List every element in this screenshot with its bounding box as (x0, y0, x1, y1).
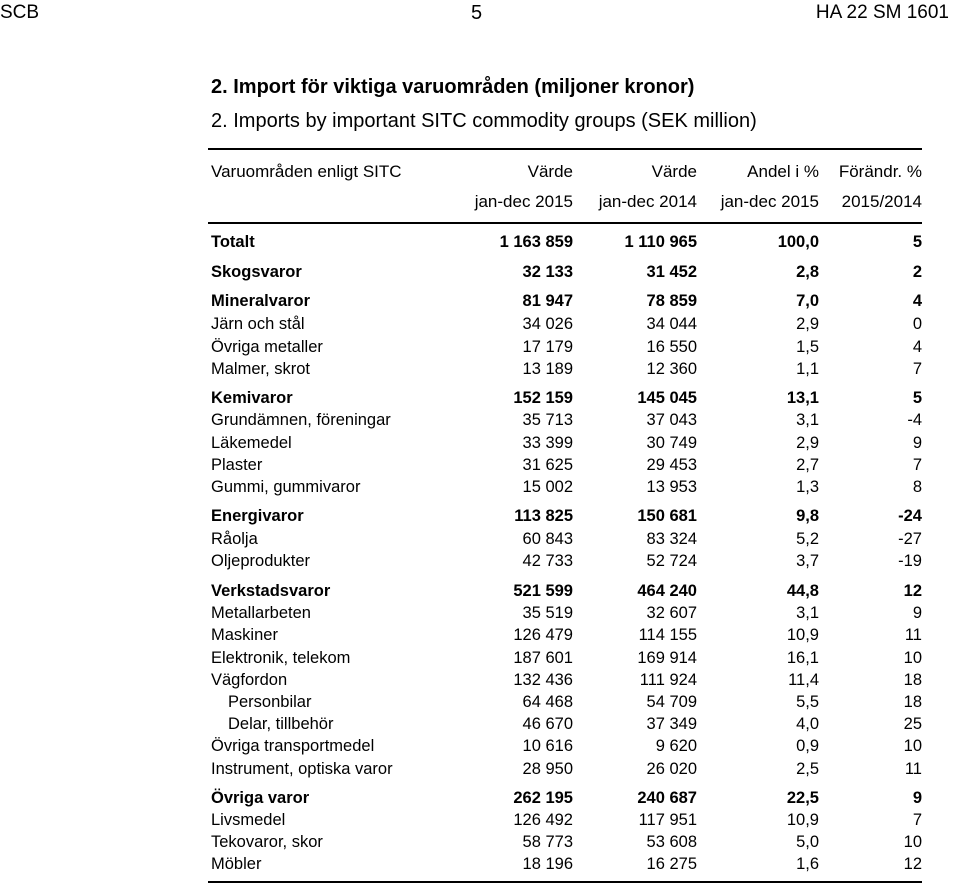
cell-change: 4 (912, 292, 922, 310)
table-row-group (0, 261, 960, 283)
column-header-value-2015: Värde (527, 162, 573, 181)
cell-value-2015: 15 002 (522, 478, 573, 496)
cell-share: 3,1 (796, 604, 819, 622)
row-label: Plaster (211, 456, 263, 474)
row-label: Livsmedel (211, 811, 286, 829)
cell-change: -4 (907, 411, 922, 429)
cell-value-2014: 464 240 (637, 582, 697, 600)
cell-value-2014: 16 550 (646, 338, 697, 356)
cell-value-2015: 28 950 (522, 760, 573, 778)
cell-share: 100,0 (777, 233, 819, 251)
cell-value-2014: 13 953 (646, 478, 697, 496)
cell-value-2015: 31 625 (522, 456, 573, 474)
table-row (0, 336, 960, 358)
table-bottom-rule (208, 881, 922, 883)
cell-value-2015: 81 947 (522, 292, 573, 310)
cell-value-2014: 150 681 (637, 507, 697, 525)
table-row (0, 528, 960, 550)
cell-change: 8 (912, 478, 922, 496)
cell-share: 1,5 (796, 338, 819, 356)
table-row-subitem (0, 713, 960, 735)
cell-value-2014: 240 687 (637, 789, 697, 807)
row-label: Instrument, optiska varor (211, 760, 393, 778)
table-row (0, 735, 960, 757)
cell-share: 1,3 (796, 478, 819, 496)
cell-change: 7 (912, 456, 922, 474)
cell-change: 10 (903, 833, 922, 851)
cell-share: 5,5 (796, 693, 819, 711)
row-label: Vägfordon (211, 671, 288, 689)
table-row-total (0, 231, 960, 253)
row-label: Elektronik, telekom (211, 649, 351, 667)
row-label: Råolja (211, 530, 258, 548)
cell-value-2014: 30 749 (646, 434, 697, 452)
table-row (0, 647, 960, 669)
table-row-group (0, 787, 960, 809)
cell-value-2014: 32 607 (646, 604, 697, 622)
page-number: 5 (471, 2, 483, 24)
cell-value-2014: 53 608 (646, 833, 697, 851)
column-header-label: Varuområden enligt SITC (211, 162, 402, 181)
table-row (0, 853, 960, 875)
table-row (0, 602, 960, 624)
table-row (0, 409, 960, 431)
cell-value-2014: 37 043 (646, 411, 697, 429)
row-label: Skogsvaror (211, 263, 302, 281)
cell-value-2015: 13 189 (522, 360, 573, 378)
cell-change: 25 (903, 715, 922, 733)
header-bottom-rule (208, 222, 922, 224)
table-row (0, 550, 960, 572)
cell-value-2015: 35 519 (522, 604, 573, 622)
cell-value-2015: 18 196 (522, 855, 573, 873)
cell-value-2014: 31 452 (646, 263, 697, 281)
cell-value-2015: 132 436 (513, 671, 573, 689)
table-row (0, 313, 960, 335)
cell-value-2015: 42 733 (522, 552, 573, 570)
table-row-group (0, 387, 960, 409)
cell-change: 5 (912, 233, 922, 251)
cell-value-2014: 114 155 (638, 626, 697, 644)
cell-value-2014: 34 044 (646, 315, 697, 333)
cell-share: 2,8 (796, 263, 819, 281)
cell-share: 0,9 (796, 737, 819, 755)
cell-change: 18 (903, 693, 922, 711)
cell-value-2015: 113 825 (514, 507, 573, 525)
cell-share: 10,9 (786, 626, 819, 644)
row-label: Delar, tillbehör (228, 715, 334, 733)
cell-change: -24 (898, 507, 922, 525)
cell-change: 9 (912, 434, 922, 452)
cell-change: 11 (904, 760, 922, 778)
table-row (0, 758, 960, 780)
cell-value-2015: 32 133 (522, 263, 573, 281)
cell-value-2014: 52 724 (646, 552, 697, 570)
cell-share: 3,7 (796, 552, 819, 570)
cell-change: 12 (903, 855, 922, 873)
cell-change: -27 (898, 530, 922, 548)
cell-share: 13,1 (786, 389, 819, 407)
column-subheader-value-2015: jan-dec 2015 (474, 192, 573, 211)
row-label: Verkstadsvaror (211, 582, 331, 600)
row-label: Tekovaror, skor (211, 833, 323, 851)
header-org: SCB (0, 2, 40, 23)
table-row-group (0, 290, 960, 312)
table-row (0, 358, 960, 380)
row-label: Läkemedel (211, 434, 292, 452)
cell-value-2015: 152 159 (513, 389, 573, 407)
cell-value-2015: 35 713 (522, 411, 573, 429)
row-label: Malmer, skrot (211, 360, 311, 378)
column-subheader-value-2014: jan-dec 2014 (598, 192, 697, 211)
cell-share: 22,5 (786, 789, 819, 807)
table-row-subitem (0, 691, 960, 713)
row-label: Järn och stål (211, 315, 305, 333)
table-row (0, 669, 960, 691)
cell-value-2015: 46 670 (522, 715, 573, 733)
cell-share: 2,9 (796, 434, 819, 452)
cell-value-2015: 58 773 (522, 833, 573, 851)
table-row-group (0, 580, 960, 602)
cell-value-2014: 26 020 (646, 760, 697, 778)
cell-share: 2,5 (796, 760, 819, 778)
row-label: Övriga metaller (211, 338, 323, 356)
cell-share: 2,7 (796, 456, 819, 474)
cell-share: 7,0 (796, 292, 819, 310)
cell-change: 18 (903, 671, 922, 689)
column-subheader-change: 2015/2014 (841, 192, 922, 211)
cell-change: 7 (912, 360, 922, 378)
cell-share: 44,8 (786, 582, 819, 600)
row-label: Oljeprodukter (211, 552, 311, 570)
cell-change: 9 (912, 789, 922, 807)
cell-share: 11,4 (788, 671, 819, 689)
cell-value-2014: 117 951 (638, 811, 697, 829)
row-label: Kemivaror (211, 389, 293, 407)
cell-change: 12 (903, 582, 922, 600)
cell-share: 16,1 (786, 649, 819, 667)
cell-share: 5,2 (796, 530, 819, 548)
cell-value-2015: 1 163 859 (499, 233, 573, 251)
cell-change: 9 (912, 604, 922, 622)
cell-share: 4,0 (796, 715, 819, 733)
table-row (0, 809, 960, 831)
table-top-rule (208, 148, 922, 150)
cell-share: 1,6 (796, 855, 819, 873)
cell-value-2014: 169 914 (637, 649, 697, 667)
cell-share: 5,0 (796, 833, 819, 851)
row-label: Totalt (211, 233, 255, 251)
cell-change: 5 (912, 389, 922, 407)
document-code: HA 22 SM 1601 (815, 2, 949, 23)
cell-value-2014: 37 349 (646, 715, 697, 733)
cell-share: 9,8 (796, 507, 819, 525)
cell-value-2015: 60 843 (522, 530, 573, 548)
column-header-value-2014: Värde (651, 162, 697, 181)
cell-value-2014: 54 709 (646, 693, 697, 711)
cell-value-2014: 145 045 (637, 389, 697, 407)
row-label: Mineralvaror (211, 292, 311, 310)
cell-value-2014: 9 620 (655, 737, 697, 755)
cell-value-2014: 16 275 (646, 855, 697, 873)
column-header-change: Förändr. % (838, 162, 922, 181)
row-label: Energivaror (211, 507, 304, 525)
table-row (0, 476, 960, 498)
cell-value-2015: 17 179 (522, 338, 573, 356)
cell-change: -19 (898, 552, 922, 570)
row-label: Gummi, gummivaror (211, 478, 361, 496)
table-row (0, 432, 960, 454)
cell-share: 1,1 (796, 360, 819, 378)
cell-value-2014: 12 360 (646, 360, 697, 378)
cell-value-2014: 1 110 965 (624, 233, 697, 251)
cell-value-2014: 29 453 (646, 456, 697, 474)
cell-value-2015: 126 479 (513, 626, 573, 644)
table-row (0, 454, 960, 476)
cell-change: 4 (912, 338, 922, 356)
column-subheader-share: jan-dec 2015 (720, 192, 819, 211)
cell-value-2014: 78 859 (646, 292, 697, 310)
row-label: Grundämnen, föreningar (211, 411, 391, 429)
cell-change: 10 (903, 737, 922, 755)
row-label: Möbler (211, 855, 262, 873)
cell-value-2014: 83 324 (646, 530, 697, 548)
cell-change: 2 (912, 263, 922, 281)
row-label: Metallarbeten (211, 604, 311, 622)
table-title-english: 2. Imports by important SITC commodity groups (SEK million) (211, 110, 757, 132)
table-row-group (0, 505, 960, 527)
cell-value-2015: 34 026 (522, 315, 573, 333)
cell-value-2015: 64 468 (522, 693, 573, 711)
table-title-swedish: 2. Import för viktiga varuområden (miljoner kronor) (211, 76, 695, 98)
row-label: Övriga transportmedel (211, 737, 375, 755)
cell-change: 10 (903, 649, 922, 667)
table-row (0, 831, 960, 853)
row-label: Maskiner (211, 626, 278, 644)
cell-change: 11 (904, 626, 922, 644)
cell-change: 7 (912, 811, 922, 829)
row-label: Övriga varor (211, 789, 310, 807)
cell-change: 0 (912, 315, 922, 333)
cell-value-2015: 187 601 (513, 649, 573, 667)
cell-value-2015: 10 616 (522, 737, 573, 755)
row-label: Personbilar (228, 693, 312, 711)
cell-share: 10,9 (786, 811, 819, 829)
column-header-share: Andel i % (747, 162, 819, 181)
cell-value-2015: 126 492 (513, 811, 573, 829)
cell-value-2014: 111 924 (639, 671, 697, 689)
cell-value-2015: 521 599 (513, 582, 573, 600)
cell-value-2015: 33 399 (522, 434, 573, 452)
cell-share: 2,9 (796, 315, 819, 333)
cell-share: 3,1 (796, 411, 819, 429)
table-row (0, 624, 960, 646)
cell-value-2015: 262 195 (513, 789, 573, 807)
